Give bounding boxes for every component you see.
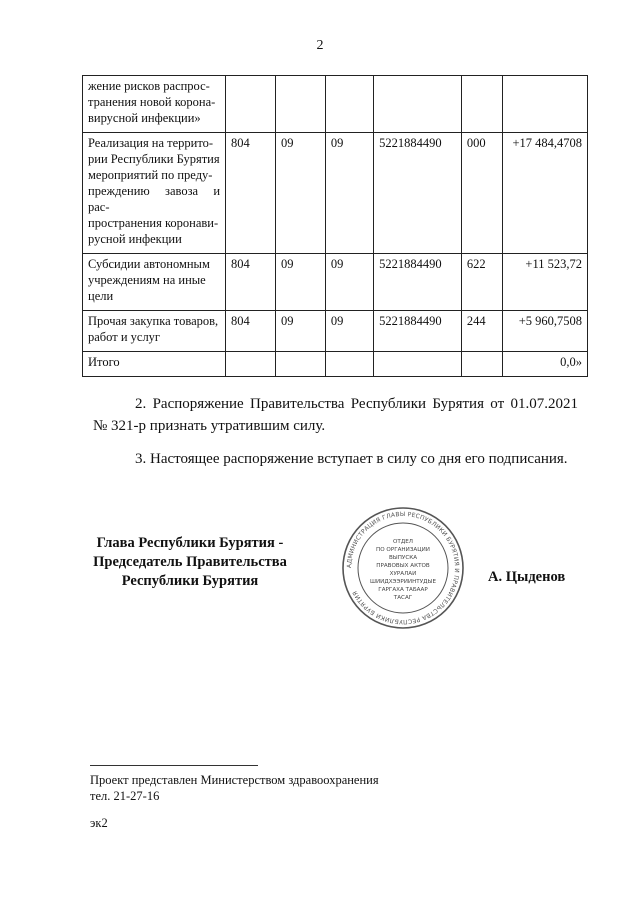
table-row — [83, 133, 588, 254]
description-line: вирусной инфекции» — [88, 111, 201, 125]
table-row — [83, 352, 588, 377]
description-line: цели — [88, 289, 114, 303]
seal-line: ГАРГАХА ТАБААР — [378, 587, 428, 593]
signatory-name: А. Цыденов — [488, 569, 566, 585]
description-line: Итого — [88, 355, 120, 369]
signatory-title — [70, 534, 310, 591]
description-line: транения новой корона- — [88, 95, 216, 109]
budget-table-body — [83, 76, 588, 377]
seal-line: ШИИДХЭЭРИИНТУДЫЕ — [370, 579, 436, 585]
description-line: русной инфекции — [88, 232, 182, 246]
seal-ring-text: АДМИНИСТРАЦИЯ ГЛАВЫ РЕСПУБЛИКИ БУРЯТИЯ И ПРАВИТЕЛЬСТВА РЕСПУБЛИКИ БУРЯТИЯ — [345, 510, 461, 626]
table-cell-description — [83, 76, 226, 133]
table-cell: 09 — [275, 311, 325, 352]
signatory-title-line: Председатель Правительства — [93, 554, 287, 570]
seal-line: ПО ОРГАНИЗАЦИИ — [376, 547, 430, 553]
footnote-line: Проект представлен Министерством здравоохранения — [90, 773, 379, 787]
seal-line: ВЫПУСКА — [388, 555, 418, 561]
paragraph-2: 2. Распоряжение Правительства Республики Бурятия от 01.07.2021 № 321-р признать утратившим силу. — [93, 396, 578, 434]
table-cell — [461, 76, 502, 133]
footnote-divider — [90, 765, 258, 766]
table-cell — [503, 76, 588, 133]
description-line: пространения коронави- — [88, 216, 219, 230]
table-cell: 244 — [461, 311, 502, 352]
description-line: Реализация на террито- — [88, 136, 214, 150]
table-cell: +5 960,7508 — [503, 311, 588, 352]
table-row — [83, 76, 588, 133]
table-cell: 0,0» — [503, 352, 588, 377]
table-cell: 5221884490 — [374, 133, 462, 254]
table-cell: 5221884490 — [374, 311, 462, 352]
footnote-line: тел. 21-27-16 — [90, 789, 160, 803]
description-line: Субсидии автономным — [88, 257, 210, 271]
table-cell-description — [83, 133, 226, 254]
description-line: жение рисков распрос- — [88, 79, 210, 93]
budget-table — [82, 75, 588, 377]
table-cell — [325, 76, 373, 133]
table-cell: 000 — [461, 133, 502, 254]
description-line: рии Республики Бурятия — [88, 152, 220, 166]
table-cell — [226, 76, 276, 133]
table-cell: 09 — [325, 254, 373, 311]
signatory-title-line: Республики Бурятия — [121, 573, 259, 589]
description-line: учреждениям на иные — [88, 273, 206, 287]
table-cell: 09 — [325, 133, 373, 254]
document-reference: эк2 — [90, 816, 108, 830]
signatory-title-line: Глава Республики Бурятия - — [96, 535, 284, 551]
table-cell-description — [83, 254, 226, 311]
footnote — [90, 772, 379, 804]
seal-line: ПРАВОВЫХ АКТОВ — [376, 563, 430, 569]
seal-line: ХУРАЛАИ — [389, 571, 417, 577]
seal-line: ТАСАГ — [393, 595, 413, 601]
paragraph-3: 3. Настоящее распоряжение вступает в силу со дня его подписания. — [135, 451, 568, 467]
table-cell: +11 523,72 — [503, 254, 588, 311]
description-line: мероприятий по преду- — [88, 168, 213, 182]
table-cell: +17 484,4708 — [503, 133, 588, 254]
table-cell — [374, 76, 462, 133]
table-cell: 804 — [226, 133, 276, 254]
description-line: работ и услуг — [88, 330, 161, 344]
seal-line: ОТДЕЛ — [393, 539, 413, 545]
table-cell — [226, 352, 276, 377]
description-line: Прочая закупка товаров, — [88, 314, 219, 328]
page-number: 2 — [316, 38, 324, 53]
table-cell: 804 — [226, 311, 276, 352]
table-cell — [325, 352, 373, 377]
table-cell-description — [83, 352, 226, 377]
table-row — [83, 254, 588, 311]
table-cell-description — [83, 311, 226, 352]
table-cell — [275, 352, 325, 377]
official-seal — [340, 505, 466, 631]
table-cell: 09 — [275, 254, 325, 311]
description-line: преждению завоза и рас- — [88, 184, 221, 214]
table-cell: 804 — [226, 254, 276, 311]
table-cell — [275, 76, 325, 133]
table-cell — [461, 352, 502, 377]
table-cell: 622 — [461, 254, 502, 311]
table-row — [83, 311, 588, 352]
table-cell — [374, 352, 462, 377]
table-cell: 09 — [325, 311, 373, 352]
table-cell: 5221884490 — [374, 254, 462, 311]
table-cell: 09 — [275, 133, 325, 254]
